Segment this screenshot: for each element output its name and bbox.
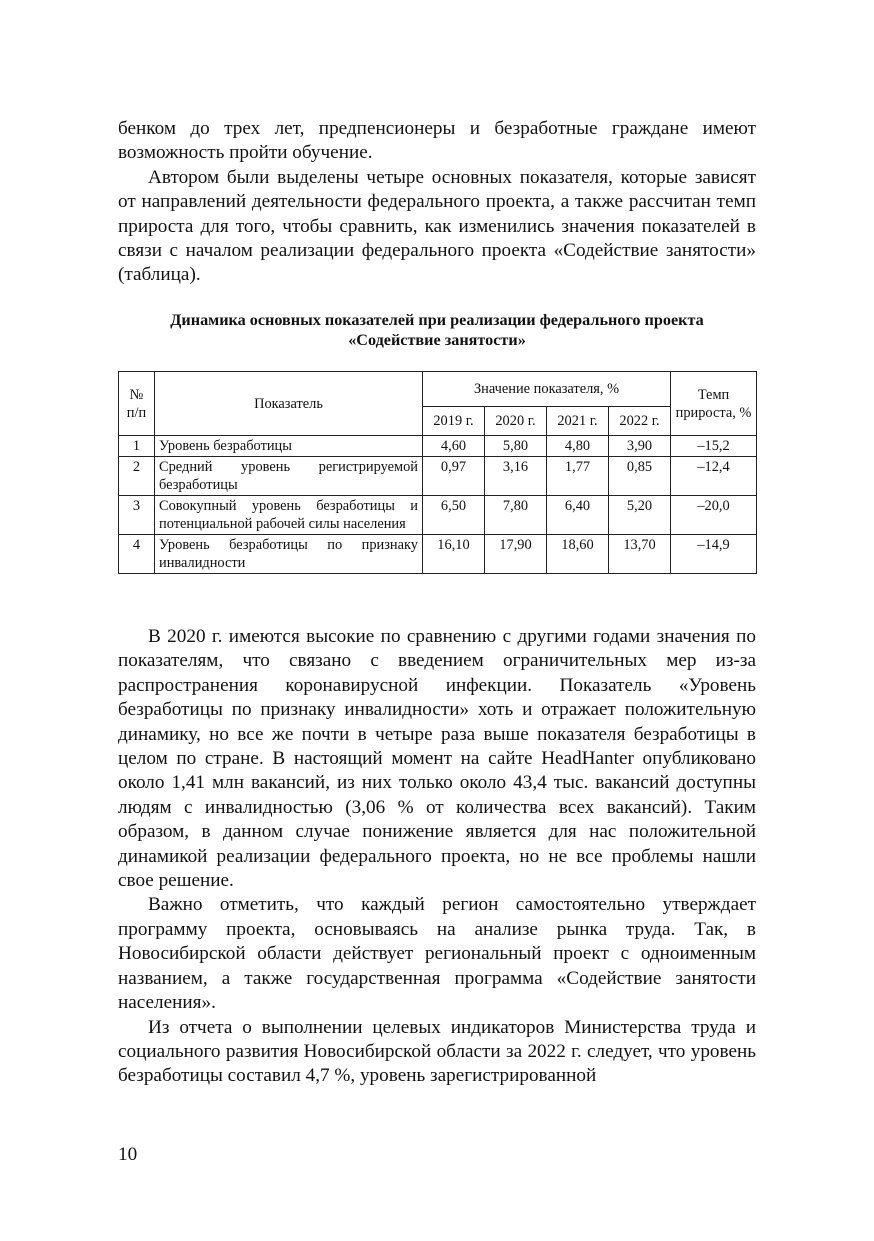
table-row xyxy=(119,436,757,457)
page-number: 10 xyxy=(118,1144,138,1165)
cell-growth: –15,2 xyxy=(671,436,757,457)
header-year: 2022 г. xyxy=(609,407,671,436)
cell-growth: –20,0 xyxy=(671,496,757,535)
cell-growth: –12,4 xyxy=(671,457,757,496)
cell-indicator: Совокупный уровень безработицы и потенциальной рабочей силы населения xyxy=(155,496,423,535)
indicators-table xyxy=(118,371,757,574)
cell-value: 4,80 xyxy=(547,436,609,457)
cell-value: 17,90 xyxy=(485,535,547,574)
cell-indicator: Уровень безработицы xyxy=(155,436,423,457)
cell-value: 3,16 xyxy=(485,457,547,496)
header-year: 2021 г. xyxy=(547,407,609,436)
cell-value: 3,90 xyxy=(609,436,671,457)
paragraph: бенком до трех лет, предпенсионеры и безработные граждане имеют возможность пройти обучение. xyxy=(118,118,756,164)
header-num: № п/п xyxy=(119,372,155,436)
cell-value: 5,80 xyxy=(485,436,547,457)
table-caption-line: Динамика основных показателей при реализации федерального проекта xyxy=(170,311,704,329)
text-block-top xyxy=(118,117,756,288)
paragraph: Важно отметить, что каждый регион самостоятельно утверждает программу проекта, основываясь на анализе рынка труда. Так, в Новосибирской области действует региональный проект с одноименным названием, а также государственная программа «Содействие занятости населения». xyxy=(118,894,756,1014)
cell-value: 6,50 xyxy=(423,496,485,535)
cell-value: 4,60 xyxy=(423,436,485,457)
cell-indicator: Уровень безработицы по признаку инвалидности xyxy=(155,535,423,574)
cell-value: 18,60 xyxy=(547,535,609,574)
cell-indicator: Средний уровень регистрируемой безработицы xyxy=(155,457,423,496)
header-value-group: Значение показателя, % xyxy=(423,372,671,407)
table-header-row xyxy=(119,372,757,407)
cell-growth: –14,9 xyxy=(671,535,757,574)
paragraph: Автором были выделены четыре основных показателя, которые зависят от направлений деятельности федерального проекта, а также рассчитан темп прироста для того, чтобы сравнить, как изменились значения показателей в связи с началом реализации федерального проекта «Содействие занятости» (таблица). xyxy=(118,166,756,286)
text-block-bottom xyxy=(118,625,756,1089)
header-indicator: Показатель xyxy=(155,372,423,436)
cell-value: 0,85 xyxy=(609,457,671,496)
table-row xyxy=(119,457,757,496)
table-caption xyxy=(118,310,756,350)
table-row xyxy=(119,535,757,574)
cell-value: 5,20 xyxy=(609,496,671,535)
cell-num: 3 xyxy=(119,496,155,535)
cell-value: 1,77 xyxy=(547,457,609,496)
header-year: 2019 г. xyxy=(423,407,485,436)
header-year: 2020 г. xyxy=(485,407,547,436)
table-row xyxy=(119,496,757,535)
paragraph: В 2020 г. имеются высокие по сравнению с другими годами значения по показателям, что связано с введением ограничительных мер из-за распространения коронавирусной инфекции. Показатель «Уровень безработицы по признаку инвалидности» хоть и отражает положительную динамику, но все же почти в четыре раза выше показателя безработицы в целом по стране. В настоящий момент на сайте HeadHanter опубликовано около 1,41 млн вакансий, из них только около 43,4 тыс. вакансий доступны людям с инвалидностью (3,06 % от количества всех вакансий). Таким образом, в данном случае понижение является для нас положительной динамикой реализации федерального проекта, но не все проблемы нашли свое решение. xyxy=(118,626,756,892)
table-caption-line: «Содействие занятости» xyxy=(348,331,526,349)
cell-value: 6,40 xyxy=(547,496,609,535)
cell-value: 16,10 xyxy=(423,535,485,574)
cell-num: 4 xyxy=(119,535,155,574)
cell-value: 0,97 xyxy=(423,457,485,496)
cell-num: 2 xyxy=(119,457,155,496)
cell-num: 1 xyxy=(119,436,155,457)
cell-value: 13,70 xyxy=(609,535,671,574)
cell-value: 7,80 xyxy=(485,496,547,535)
paragraph: Из отчета о выполнении целевых индикаторов Министерства труда и социального развития Новосибирской области за 2022 г. следует, что уровень безработицы составил 4,7 %, уровень зарегистрированной xyxy=(118,1016,756,1087)
header-growth: Темп прироста, % xyxy=(671,372,757,436)
